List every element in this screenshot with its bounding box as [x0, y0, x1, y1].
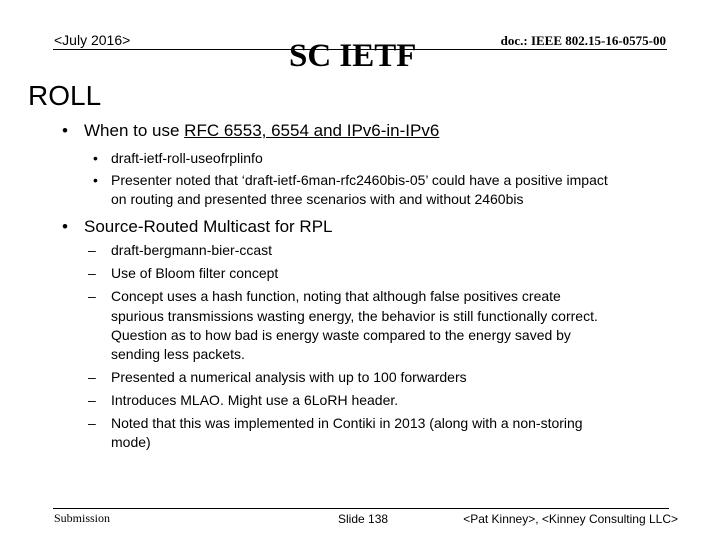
sub-item: Concept uses a hash function, noting that although false positives create: [111, 288, 561, 304]
sub-item-continuation: Question as to how bad is energy waste compared to the energy saved by: [111, 327, 571, 343]
sub-bullet-item: Presenter noted that ‘draft-ietf-6man-rfc2460bis-05’ could have a positive impact: [111, 172, 608, 188]
footer-divider: [53, 508, 669, 509]
dash-marker: –: [88, 288, 96, 304]
dash-marker: –: [88, 392, 96, 408]
sub-bullet-continuation: on routing and presented three scenarios with and without 2460bis: [111, 191, 524, 207]
sub-bullet-marker: •: [93, 172, 98, 188]
sub-item: Use of Bloom filter concept: [111, 265, 279, 281]
bullet-when-to-use: [84, 121, 439, 141]
rfc-link-text: RFC 6553, 6554 and IPv6-in-IPv6: [184, 121, 440, 140]
slide-number: Slide 138: [338, 512, 389, 526]
sub-item: Noted that this was implemented in Contiki in 2013 (along with a non-storing: [111, 415, 583, 431]
header-divider: [53, 49, 667, 50]
bullet-text: When to use: [84, 121, 185, 140]
bullet-marker: •: [62, 121, 68, 140]
dash-marker: –: [88, 242, 96, 258]
sub-item-continuation: sending less packets.: [111, 346, 245, 362]
document-id: doc.: IEEE 802.15-16-0575-00: [500, 33, 666, 48]
sub-item: Introduces MLAO. Might use a 6LoRH header.: [111, 392, 399, 408]
header-title: SC IETF: [289, 38, 417, 74]
sub-item: draft-bergmann-bier-ccast: [111, 242, 273, 258]
slide-title: ROLL: [28, 80, 102, 111]
footer-submission: Submission: [54, 511, 111, 525]
sub-item: Presented a numerical analysis with up to 100 forwarders: [111, 369, 467, 385]
bullet-marker: •: [62, 217, 68, 236]
sub-item-continuation: mode): [111, 434, 151, 450]
dash-marker: –: [88, 369, 96, 385]
footer-author: <Pat Kinney>, <Kinney Consulting LLC>: [463, 512, 678, 526]
sub-bullet-marker: •: [93, 150, 98, 166]
header-date: <July 2016>: [54, 32, 131, 48]
sub-item-continuation: spurious transmissions wasting energy, the behavior is still functionally correct.: [111, 308, 598, 324]
bullet-source-routed-multicast: Source-Routed Multicast for RPL: [84, 217, 333, 236]
dash-marker: –: [88, 415, 96, 431]
sub-bullet-item: draft-ietf-roll-useofrplinfo: [111, 150, 263, 166]
dash-marker: –: [88, 265, 96, 281]
